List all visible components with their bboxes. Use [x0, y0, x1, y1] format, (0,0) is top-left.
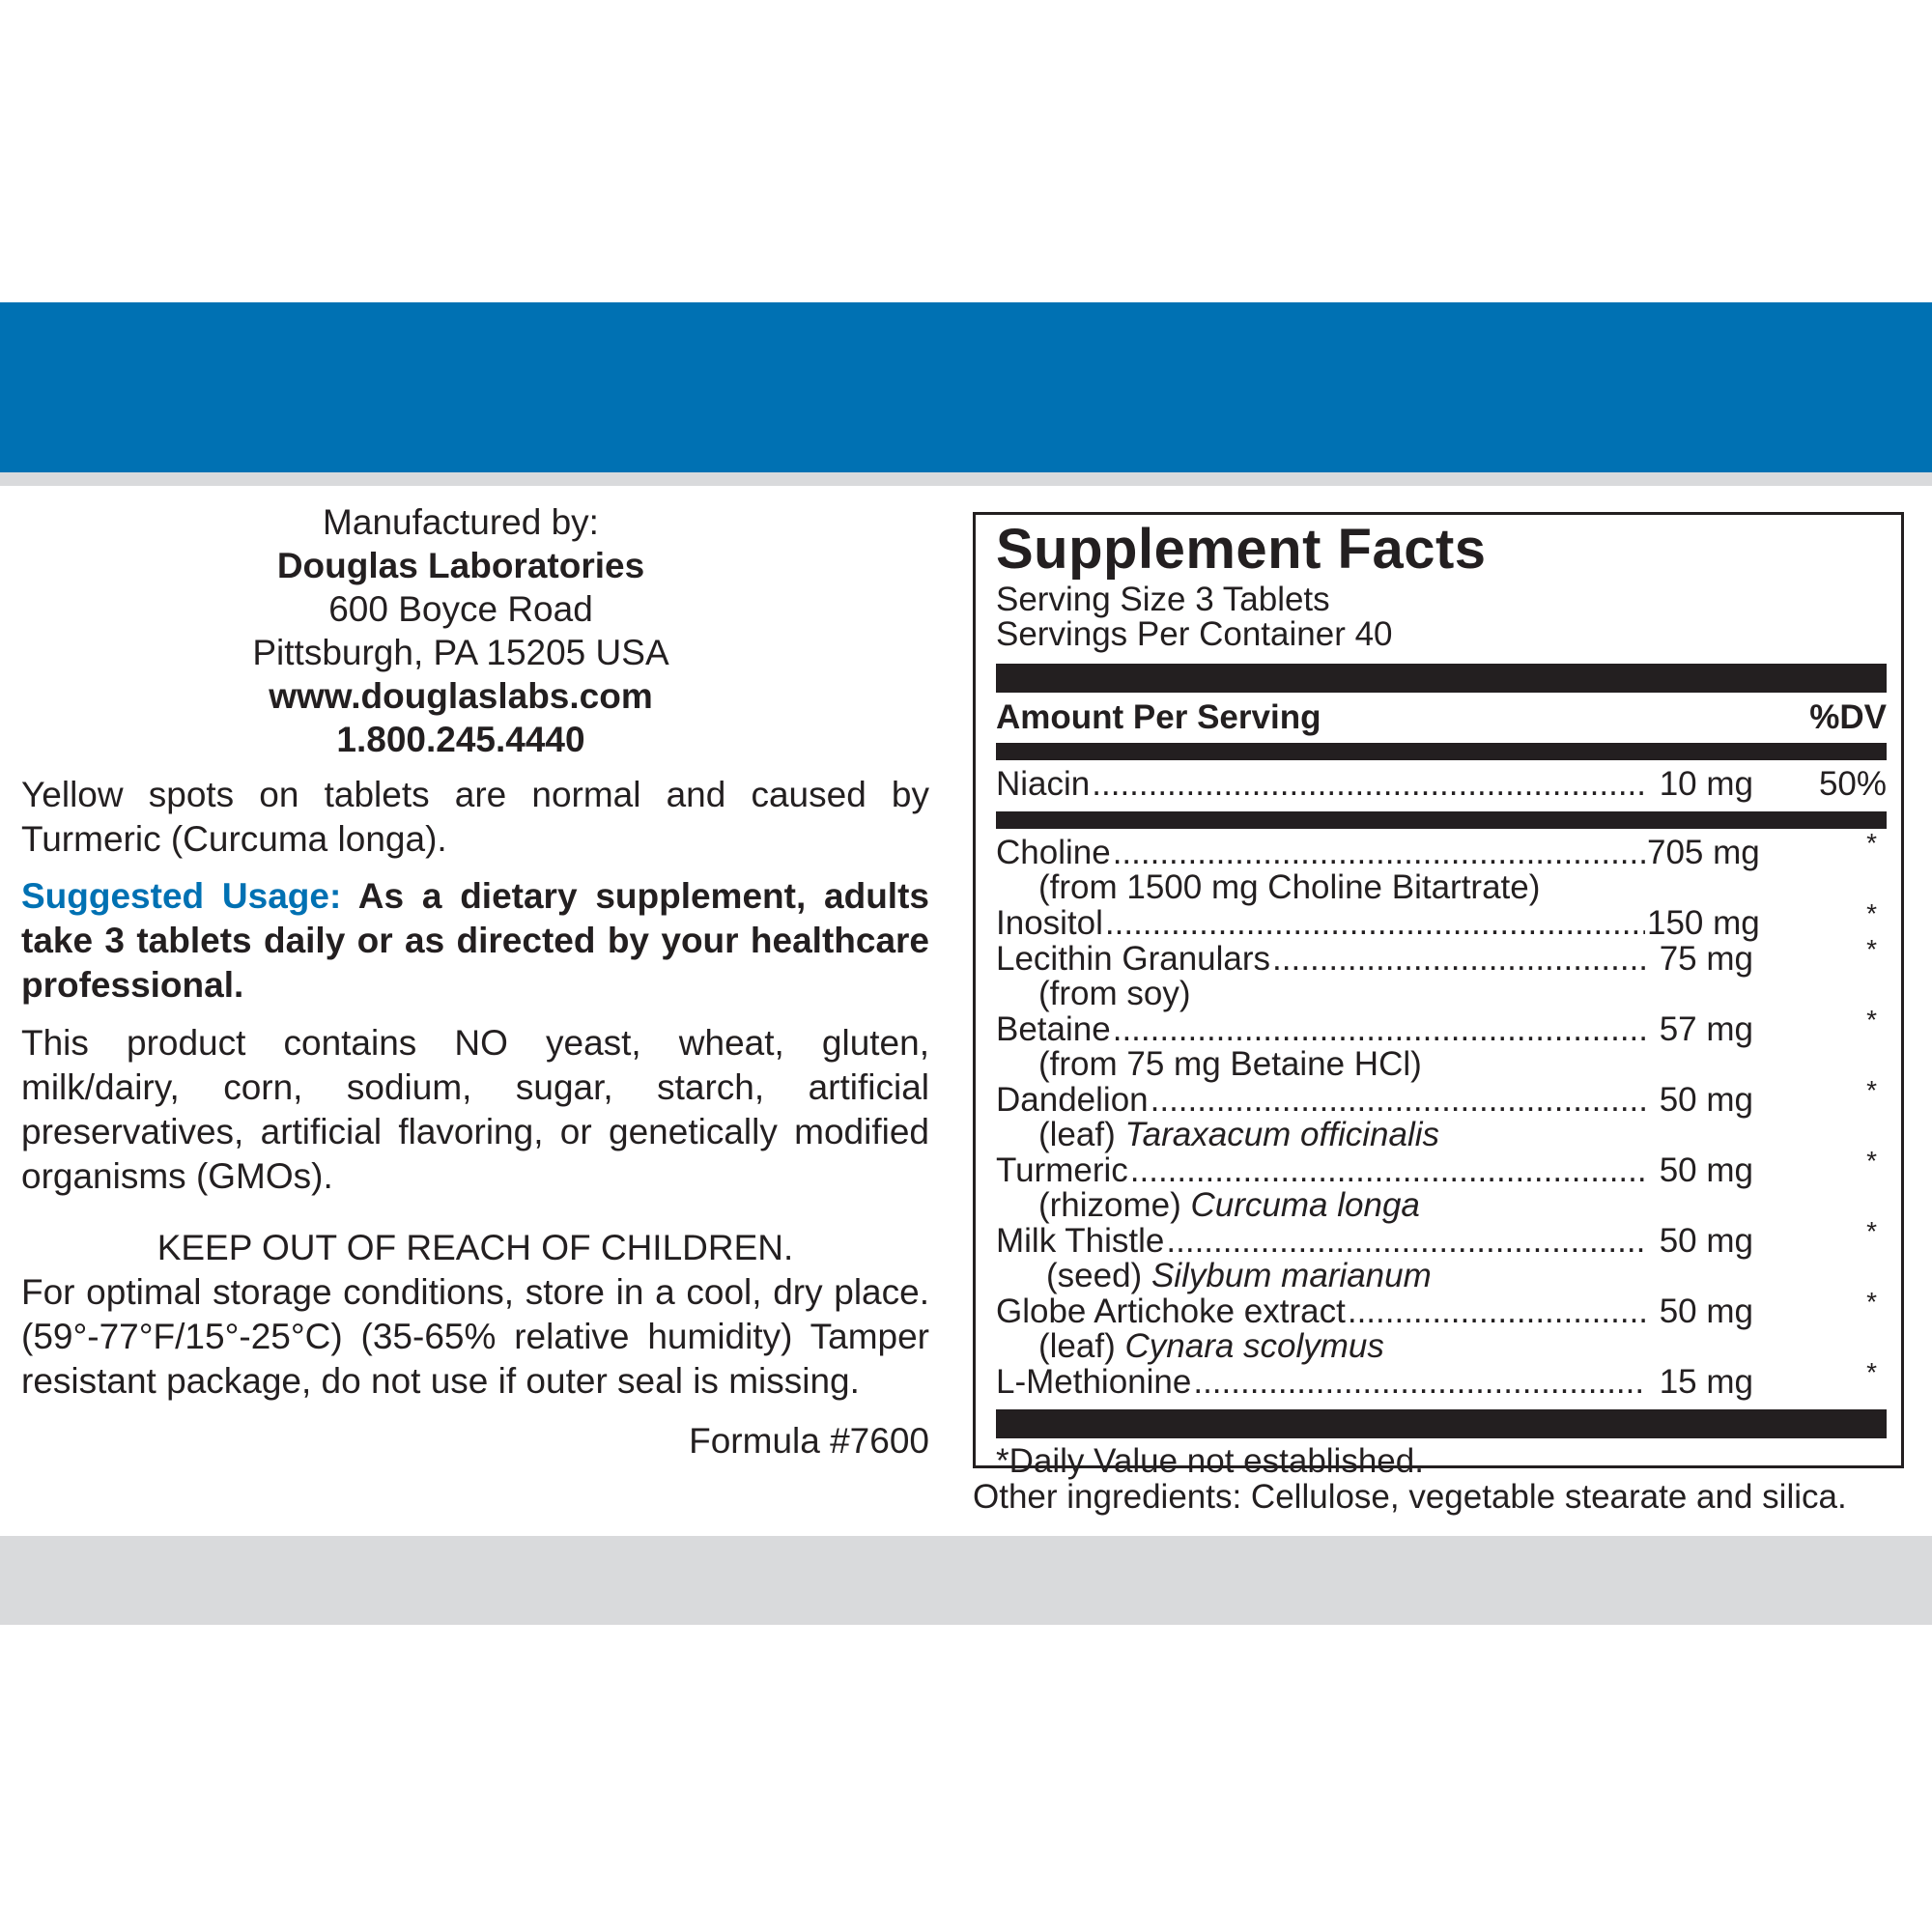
nutrient-row-milk-thistle [996, 1216, 1887, 1260]
nutrient-name: Niacin [996, 765, 1091, 803]
manufacturer-street: 600 Boyce Road [328, 589, 593, 629]
nutrient-name: Lecithin Granulars [996, 940, 1271, 978]
suggested-usage-label: Suggested Usage: [21, 876, 342, 916]
manufacturer-label: Manufactured by: [323, 502, 599, 542]
nutrient-dv: * [1866, 1146, 1877, 1176]
nutrient-source-choline: (from 1500 mg Choline Bitartrate) [1038, 868, 1541, 906]
nutrient-name: Globe Artichoke extract [996, 1293, 1346, 1330]
leader-dots [1092, 766, 1645, 802]
leader-dots [1348, 1293, 1645, 1329]
suggested-usage-text: As a dietary supplement, adults take 3 tablets daily or as directed by your healthcare professional. [21, 876, 929, 1005]
nutrient-dv: * [1866, 1075, 1877, 1105]
latin-name: Taraxacum officinalis [1124, 1116, 1439, 1153]
top-blue-band [0, 302, 1932, 472]
grey-divider [0, 472, 1932, 486]
nutrient-row-artichoke [996, 1287, 1887, 1330]
leader-dots [1130, 1152, 1645, 1188]
leader-dots [1166, 1223, 1645, 1259]
nutrient-source-betaine: (from 75 mg Betaine HCl) [1038, 1045, 1422, 1083]
nutrient-row-lecithin [996, 934, 1887, 978]
amount-per-serving-label: Amount Per Serving [996, 698, 1321, 736]
nutrient-amount: 705 mg [1647, 834, 1760, 871]
yellow-spots-note: Yellow spots on tablets are normal and caused by Turmeric (Curcuma longa). [21, 775, 929, 859]
supplement-facts-title: Supplement Facts [996, 518, 1487, 581]
latin-name: Silybum marianum [1151, 1257, 1432, 1294]
manufacturer-block [0, 500, 929, 761]
plant-part: (leaf) [1038, 1116, 1116, 1153]
nutrient-row-betaine [996, 1005, 1887, 1048]
nutrient-dv: 50% [1818, 765, 1887, 803]
latin-name: Cynara scolymus [1124, 1327, 1384, 1365]
nutrient-amount: 50 mg [1659, 1151, 1753, 1189]
allergen-statement: This product contains NO yeast, wheat, gluten, milk/dairy, corn, sodium, sugar, starch, artificial preservatives, artificial flavoring, or genetically modified organisms (GMOs). [21, 1023, 929, 1196]
keep-out-warning: KEEP OUT OF REACH OF CHILDREN. [156, 1228, 794, 1267]
leader-dots [1113, 1011, 1645, 1047]
nutrient-amount: 15 mg [1659, 1363, 1753, 1401]
servings-per-container: Servings Per Container 40 [996, 615, 1393, 653]
serving-size: Serving Size 3 Tablets [996, 581, 1330, 618]
amount-header-row [996, 693, 1887, 743]
other-ingredients: Other ingredients: Cellulose, vegetable stearate and silica. [973, 1478, 1847, 1516]
nutrient-row-niacin [996, 766, 1887, 802]
leader-dots [1113, 835, 1645, 870]
leader-dots [1193, 1364, 1645, 1400]
dv-footnote: *Daily Value not established. [996, 1442, 1424, 1480]
nutrient-dv: * [1866, 898, 1877, 928]
nutrient-name: L-Methionine [996, 1363, 1192, 1401]
facts-divider-thick [996, 664, 1887, 693]
suggested-usage [21, 874, 929, 1008]
storage-note: For optimal storage conditions, store in a cool, dry place. (59°-77°F/15°-25°C) (35-65% relative humidity) Tamper resistant package, do not use if outer seal is missing. [21, 1272, 929, 1401]
manufacturer-website: www.douglaslabs.com [269, 676, 653, 716]
nutrient-row-dandelion [996, 1075, 1887, 1119]
leader-dots [1272, 941, 1645, 977]
nutrient-dv: * [1866, 1287, 1877, 1317]
nutrient-dv: * [1866, 1357, 1877, 1387]
plant-part: (seed) [1046, 1257, 1143, 1294]
supplement-facts-panel [973, 512, 1904, 1480]
nutrient-name: Milk Thistle [996, 1222, 1165, 1260]
plant-part: (rhizome) [1038, 1186, 1181, 1224]
nutrient-name: Inositol [996, 904, 1103, 942]
leader-dots [1151, 1082, 1645, 1118]
formula-number: Formula #7600 [689, 1421, 929, 1461]
nutrient-name: Choline [996, 834, 1111, 871]
nutrient-amount: 75 mg [1659, 940, 1753, 978]
grey-footer-band [0, 1536, 1932, 1625]
nutrient-dv: * [1866, 828, 1877, 858]
nutrient-amount: 50 mg [1659, 1081, 1753, 1119]
nutrient-row-turmeric [996, 1146, 1887, 1189]
nutrient-amount: 150 mg [1647, 904, 1760, 942]
nutrient-dv: * [1866, 1005, 1877, 1035]
nutrient-name: Betaine [996, 1010, 1111, 1048]
latin-name: Curcuma longa [1190, 1186, 1420, 1224]
nutrient-dv: * [1866, 934, 1877, 964]
manufacturer-phone: 1.800.245.4440 [336, 720, 585, 759]
nutrient-name: Dandelion [996, 1081, 1149, 1119]
manufacturer-name: Douglas Laboratories [276, 546, 645, 585]
nutrient-row-choline [996, 828, 1887, 871]
label-left-column [21, 500, 929, 1463]
facts-divider-mid [996, 743, 1887, 760]
nutrient-source-lecithin: (from soy) [1038, 975, 1191, 1012]
leader-dots [1105, 905, 1645, 941]
nutrient-dv: * [1866, 1216, 1877, 1246]
dv-header: %DV [1809, 698, 1887, 736]
facts-divider-bottom [996, 1409, 1887, 1438]
nutrient-amount: 57 mg [1659, 1010, 1753, 1048]
nutrient-row-methionine [996, 1357, 1887, 1401]
nutrient-amount: 50 mg [1659, 1293, 1753, 1330]
nutrient-amount: 50 mg [1659, 1222, 1753, 1260]
nutrient-amount: 10 mg [1659, 765, 1753, 803]
plant-part: (leaf) [1038, 1327, 1116, 1365]
manufacturer-city: Pittsburgh, PA 15205 USA [252, 633, 669, 672]
nutrient-name: Turmeric [996, 1151, 1128, 1189]
